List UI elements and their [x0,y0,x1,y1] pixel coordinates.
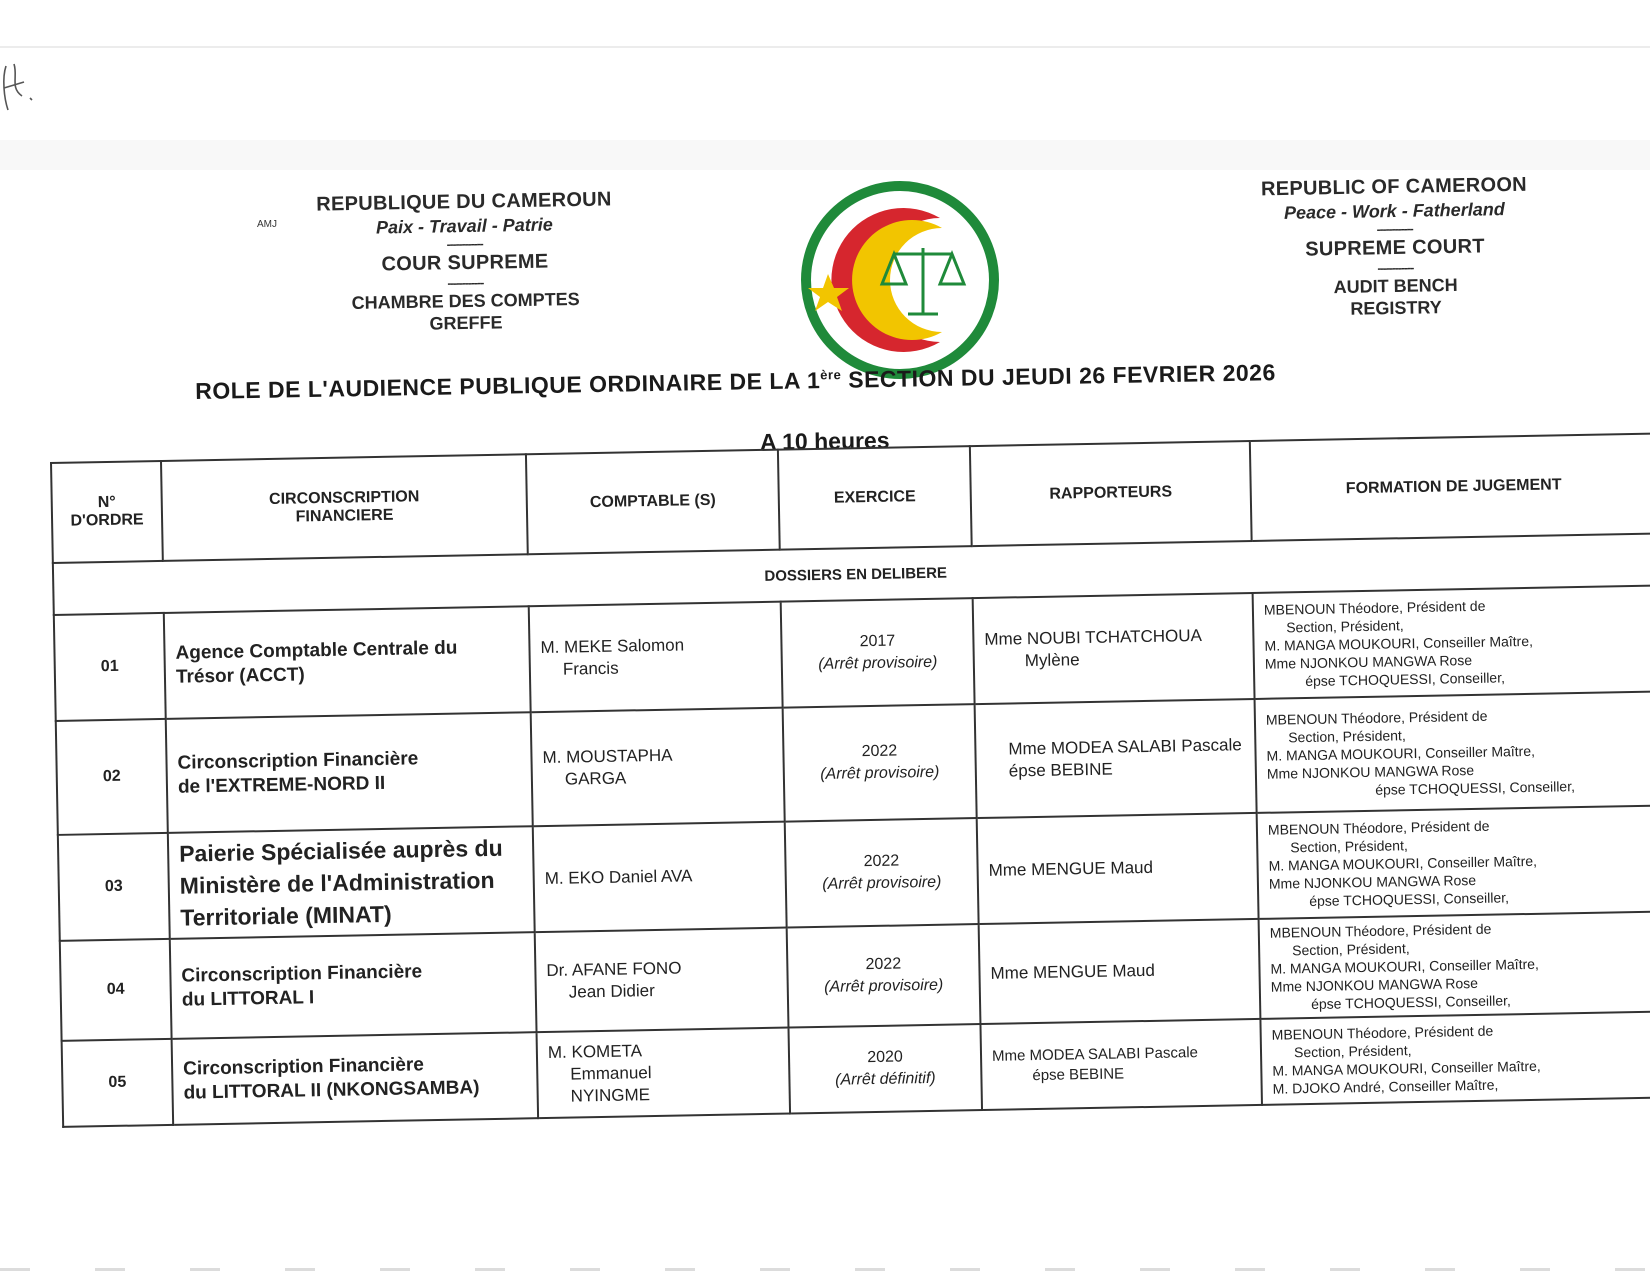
hearing-time: A 10 heures [759,427,890,455]
comptable-cell: M. MOUSTAPHA GARGA [531,708,785,827]
exercice-cell: 2022 (Arrêt provisoire) [785,818,979,928]
formation-cell: MBENOUN Théodore, Président de Section, Président, M. MANGA MOUKOURI, Conseiller Maître, Mme NJONKOU MANGWA Rose épse TCHOQUESSI, Conseiller, [1257,806,1650,919]
header-formation: FORMATION DE JUGEMENT [1250,434,1650,541]
formation-cell: MBENOUN Théodore, Président de Section, Président, M. MANGA MOUKOURI, Conseiller Maître, Mme NJONKOU MANGWA Rose épse TCHOQUESSI, Conseiller, [1255,692,1650,813]
circonscription-cell: Paierie Spécialisée auprès du Ministère de l'Administration Territoriale (MINAT) [168,826,535,939]
motto-en: Peace - Work - Fatherland [1283,199,1505,223]
scan-edge-top [0,46,1650,48]
exercice-cell: 2017 (Arrêt provisoire) [781,598,975,708]
exercice-cell: 2022 (Arrêt provisoire) [787,924,981,1028]
title-part-2: SECTION DU JEUDI 26 FEVRIER 2026 [841,359,1276,393]
chamber-name-en: AUDIT BENCH [1333,274,1458,298]
order-number: 04 [60,939,172,1041]
hearing-roll-table-wrapper [50,433,1650,1128]
scan-edge-bottom [0,1268,1650,1271]
separator-en-1: ------------ [1376,221,1413,237]
exercice-cell: 2020 (Arrêt définitif) [788,1024,982,1114]
rapporteur-cell: Mme MENGUE Maud [977,813,1259,924]
order-number: 03 [58,833,170,941]
header-exercice: EXERCICE [778,446,972,550]
exercice-cell: 2022 (Arrêt provisoire) [783,704,977,821]
court-name-en: SUPREME COURT [1305,235,1485,261]
registry-fr: GREFFE [429,312,503,334]
order-number: 02 [56,719,168,835]
comptable-cell: M. MEKE Salomon Francis [529,602,783,713]
separator-en-2: ------------ [1377,260,1414,276]
comptable-cell: Dr. AFANE FONO Jean Didier [535,928,789,1033]
chamber-name-fr: CHAMBRE DES COMPTES [351,289,580,313]
header-circonscription: CIRCONSCRIPTION FINANCIERE [161,454,528,561]
section-label: DOSSIERS EN DELIBERE [53,534,1650,615]
formation-cell: MBENOUN Théodore, Président de Section, Président, M. MANGA MOUKOURI, Conseiller Maître, Mme NJONKOU MANGWA Rose épse TCHOQUESSI, Conseiller, [1253,586,1650,699]
letterhead-french [299,187,631,337]
rapporteur-cell: Mme MODEA SALABI Pascale épse BEBINE [975,699,1257,818]
rapporteur-cell: Mme NOUBI TCHATCHOUA Mylène [973,593,1255,704]
comptable-cell: M. EKO Daniel AVA [533,822,787,933]
letterhead-english [1229,172,1561,322]
rapporteur-cell: Mme MODEA SALABI Pascale épse BEBINE [980,1019,1262,1110]
separator-fr-1: ------------ [446,236,483,252]
motto-fr: Paix - Travail - Patrie [375,214,553,238]
title-part-1: ROLE DE L'AUDIENCE PUBLIQUE ORDINAIRE DE LA 1 [195,367,821,404]
supreme-court-emblem [790,170,1010,390]
header-rapporteurs: RAPPORTEURS [970,441,1252,546]
scan-band [0,140,1650,170]
header-comptable: COMPTABLE (S) [526,450,780,555]
title-superscript: ère [820,367,842,383]
circonscription-cell: Circonscription Financière de l'EXTREME-NORD II [166,712,533,833]
formation-cell: MBENOUN Théodore, Président de Section, Président, M. MANGA MOUKOURI, Conseiller Maître, M. DJOKO André, Conseiller Maître, [1260,1011,1650,1104]
order-number: 01 [54,613,166,721]
circonscription-cell: Agence Comptable Centrale du Trésor (ACCT) [164,606,531,719]
formation-cell: MBENOUN Théodore, Président de Section, Président, M. MANGA MOUKOURI, Conseiller Maître, Mme NJONKOU MANGWA Rose épse TCHOQUESSI, Conseiller, [1259,911,1650,1018]
order-number: 05 [62,1039,174,1127]
hearing-roll-table [50,433,1650,1128]
header-order-number: N° D'ORDRE [51,461,163,563]
circonscription-cell: Circonscription Financière du LITTORAL II (NKONGSAMBA) [172,1032,539,1125]
country-name-fr: REPUBLIQUE DU CAMEROUN [316,188,612,216]
country-name-en: REPUBLIC OF CAMEROON [1260,173,1528,201]
handwritten-margin-mark [0,58,40,118]
rapporteur-cell: Mme MENGUE Maud [979,919,1261,1024]
separator-fr-2: ------------ [447,275,484,291]
circonscription-cell: Circonscription Financière du LITTORAL I [170,932,537,1039]
registry-en: REGISTRY [1350,297,1442,319]
initials-mark: AMJ [257,219,277,230]
comptable-cell: M. KOMETA Emmanuel NYINGME [537,1028,791,1119]
court-name-fr: COUR SUPREME [381,250,549,276]
